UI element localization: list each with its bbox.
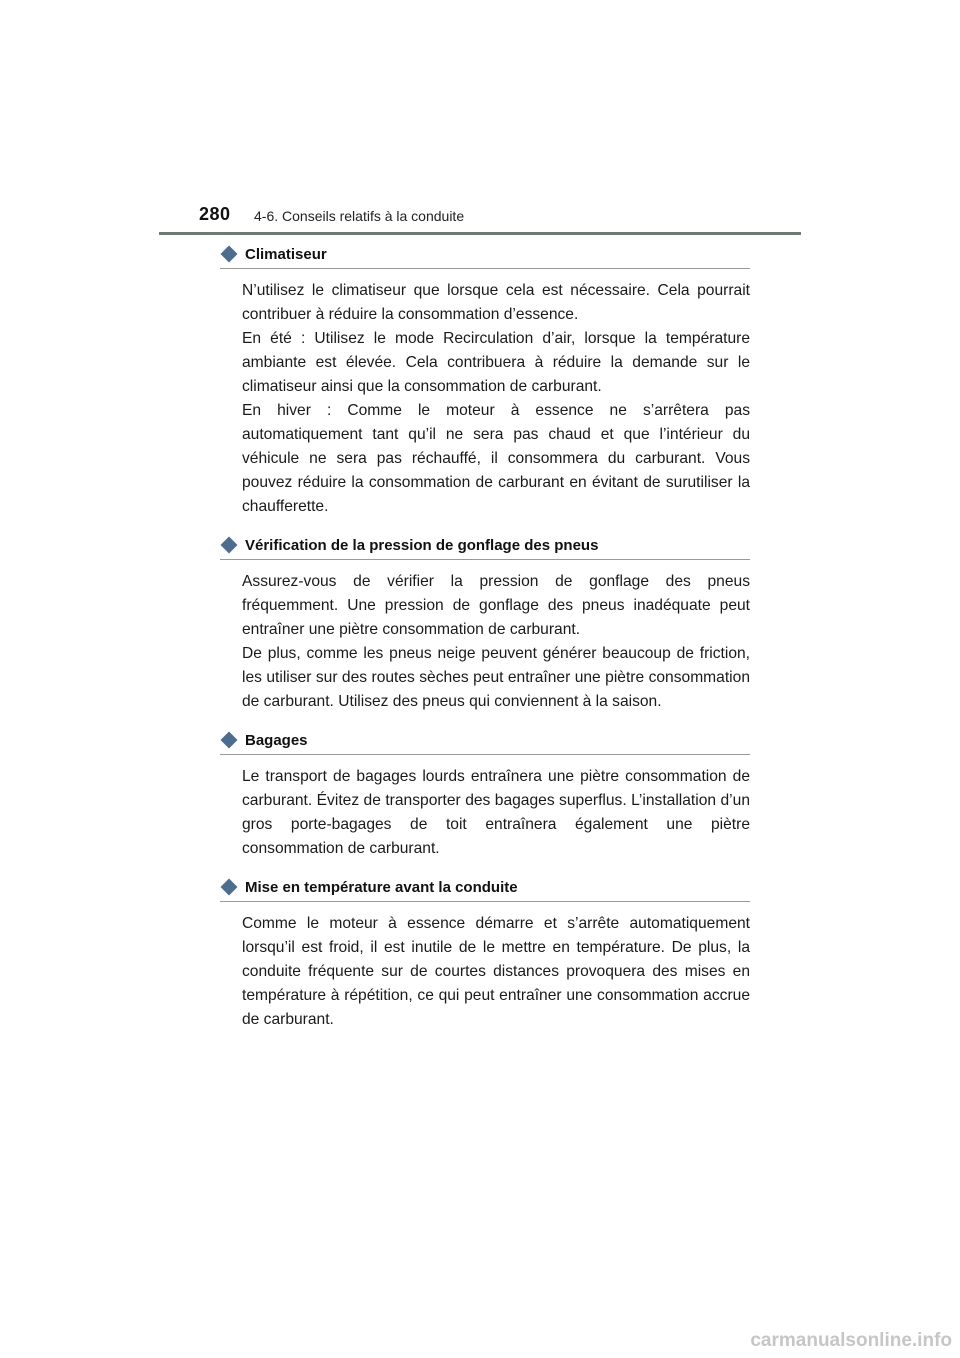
section-heading	[220, 873, 750, 902]
diamond-bullet-icon	[221, 246, 238, 263]
section-heading	[220, 726, 750, 755]
paragraph: Le transport de bagages lourds entraînera une piètre consommation de carburant. Évitez de transporter des bagages superflus. L’installation d’un gros porte-bagages de toit entraînera également une piètre consommation de carburant.	[242, 768, 750, 857]
paragraph: Comme le moteur à essence démarre et s’arrête automatiquement lorsqu’il est froid, il est inutile de le mettre en température. De plus, la conduite fréquente sur de courtes distances provoquera des mises en température à répétition, ce qui peut entraîner une consommation accrue de carburant.	[242, 915, 750, 1028]
section-heading-text: Climatiseur	[245, 245, 327, 263]
page-content	[220, 238, 750, 1044]
section-pression-pneus	[220, 531, 750, 714]
section-heading-text: Bagages	[245, 731, 308, 749]
diamond-bullet-icon	[221, 732, 238, 749]
paragraph: Assurez-vous de vérifier la pression de gonflage des pneus fréquemment. Une pression de gonflage des pneus inadéquate peut entraîner une piètre consommation de carburant.	[242, 573, 750, 638]
section-body	[242, 570, 750, 714]
paragraph: De plus, comme les pneus neige peuvent générer beaucoup de friction, les utiliser sur des routes sèches peut entraîner une piètre consommation de carburant. Utilisez des pneus qui conviennent à la saison.	[242, 645, 750, 710]
paragraph: N’utilisez le climatiseur que lorsque cela est nécessaire. Cela pourrait contribuer à réduire la consommation d’essence.	[242, 282, 750, 323]
paragraph: En été : Utilisez le mode Recirculation d’air, lorsque la température ambiante est élevée. Cela contribuera à réduire la demande sur le climatiseur ainsi que la consommation de carburant.	[242, 330, 750, 395]
diamond-bullet-icon	[221, 537, 238, 554]
section-climatiseur	[220, 240, 750, 519]
diamond-bullet-icon	[221, 879, 238, 896]
section-body	[242, 279, 750, 519]
header-divider	[159, 232, 801, 235]
watermark: carmanualsonline.info	[750, 1330, 952, 1351]
section-body	[242, 912, 750, 1032]
section-heading	[220, 240, 750, 269]
section-body	[242, 765, 750, 861]
section-heading	[220, 531, 750, 560]
section-bagages	[220, 726, 750, 861]
chapter-title: 4-6. Conseils relatifs à la conduite	[254, 208, 465, 224]
section-mise-en-temperature	[220, 873, 750, 1032]
paragraph: En hiver : Comme le moteur à essence ne s’arrêtera pas automatiquement tant qu’il ne sera pas chaud et que l’intérieur du véhicule ne sera pas réchauffé, il consommera du carburant. Vous pouvez réduire la consommation de carburant en évitant de surutiliser la chaufferette.	[242, 402, 750, 515]
page-number: 280	[199, 204, 231, 224]
page-header	[0, 0, 960, 240]
section-heading-text: Vérification de la pression de gonflage des pneus	[245, 536, 599, 554]
section-heading-text: Mise en température avant la conduite	[245, 878, 518, 896]
